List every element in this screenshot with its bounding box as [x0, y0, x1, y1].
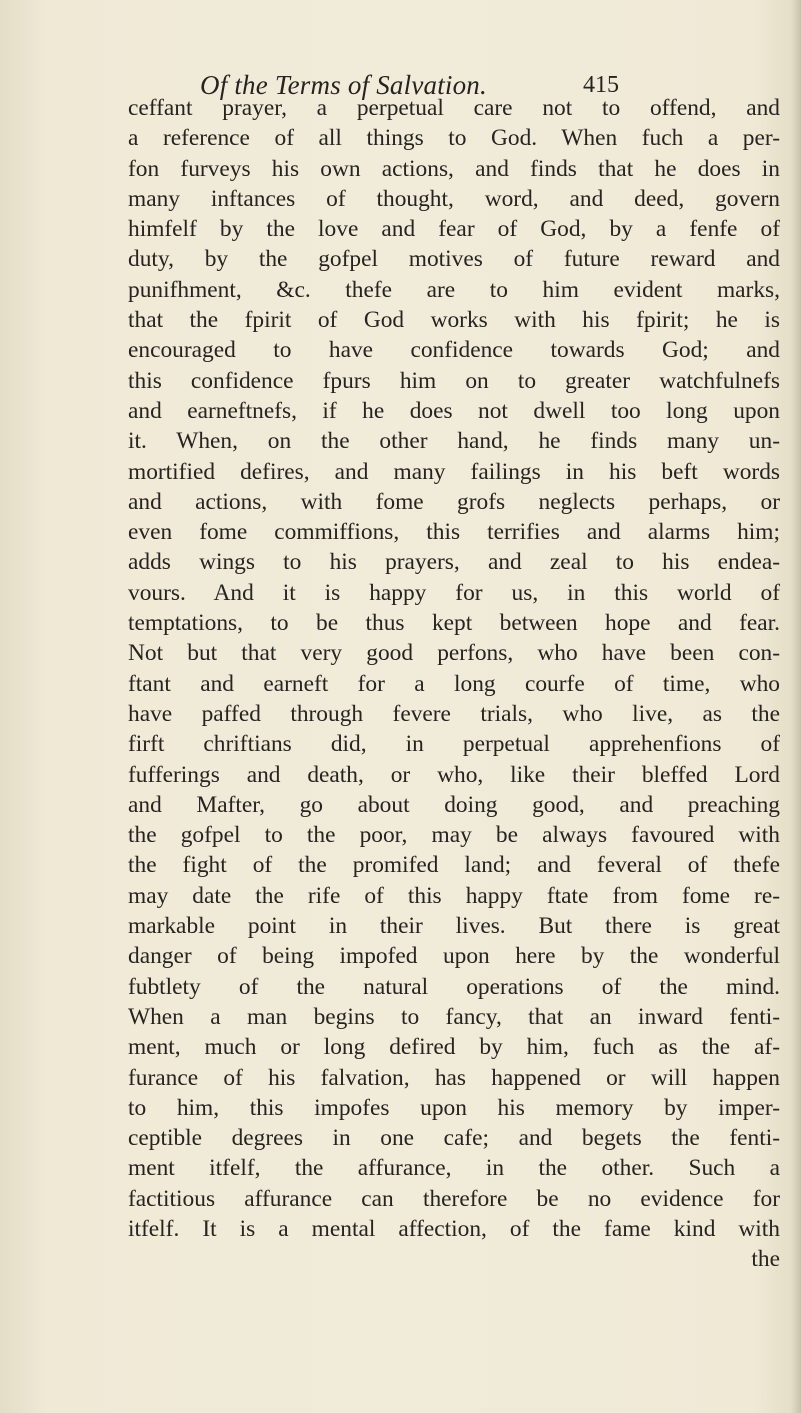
text-line: and earneftnefs, if he does not dwell too long upon	[128, 397, 780, 424]
text-line: duty, by the gofpel motives of future reward and	[128, 246, 780, 273]
text-line: itfelf. It is a mental affection, of the fame kind with	[128, 1215, 780, 1242]
text-line: have paffed through fevere trials, who live, as the	[128, 700, 780, 727]
text-line: furance of his falvation, has happened or will happen	[128, 1064, 780, 1091]
text-line: fufferings and death, or who, like their bleffed Lord	[128, 761, 780, 788]
text-line: punifhment, &c. thefe are to him evident marks,	[128, 276, 780, 303]
text-line: ment itfelf, the affurance, in the other. Such a	[128, 1155, 780, 1182]
text-line: vours. And it is happy for us, in this world of	[128, 579, 780, 606]
text-line: the gofpel to the poor, may be always favoured with	[128, 822, 780, 849]
text-line: danger of being impofed upon here by the wonderful	[128, 943, 780, 970]
text-line: to him, this impofes upon his memory by imper-	[128, 1094, 780, 1121]
text-line: Not but that very good perfons, who have been con-	[128, 640, 780, 667]
text-line: fubtlety of the natural operations of the mind.	[128, 973, 780, 1000]
text-line: When a man begins to fancy, that an inward fenti-	[128, 1003, 780, 1030]
text-line: factitious affurance can therefore be no evidence for	[128, 1185, 780, 1212]
text-line: ceffant prayer, a perpetual care not to offend, and	[128, 95, 780, 121]
text-line: adds wings to his prayers, and zeal to his endea-	[128, 549, 780, 576]
text-line: encouraged to have confidence towards God; and	[128, 337, 780, 364]
text-line: ftant and earneft for a long courfe of time, who	[128, 670, 780, 697]
text-line: firft chriftians did, in perpetual apprehenfions of	[128, 731, 780, 758]
catchword: the	[751, 1246, 780, 1273]
running-title: Of the Terms of Salvation.	[200, 70, 487, 100]
text-line: temptations, to be thus kept between hope and fear.	[128, 610, 780, 637]
text-line: ceptible degrees in one cafe; and begets the fenti-	[128, 1125, 780, 1152]
text-line: ment, much or long defired by him, fuch as the af-	[128, 1034, 780, 1061]
text-line: a reference of all things to God. When fuch a per-	[128, 125, 780, 152]
page-edge-shadow	[791, 0, 801, 1413]
text-line: even fome commiffions, this terrifies and alarms him;	[128, 519, 780, 546]
text-line: this confidence fpurs him on to greater watchfulnefs	[128, 367, 780, 394]
text-line: the fight of the promifed land; and feveral of thefe	[128, 852, 780, 879]
text-line: and Mafter, go about doing good, and preaching	[128, 791, 780, 818]
text-line: himfelf by the love and fear of God, by a fenfe of	[128, 216, 780, 243]
text-line: and actions, with fome grofs neglects perhaps, or	[128, 488, 780, 515]
text-line: that the fpirit of God works with his fpirit; he is	[128, 307, 780, 334]
body-text	[128, 93, 780, 1275]
text-line: mortified defires, and many failings in his beft words	[128, 458, 780, 485]
text-line: markable point in their lives. But there is great	[128, 913, 780, 940]
text-line: may date the rife of this happy ftate from fome re-	[128, 882, 780, 909]
text-line: many inftances of thought, word, and deed, govern	[128, 185, 780, 212]
text-line: it. When, on the other hand, he finds many un-	[128, 428, 780, 455]
text-line: fon furveys his own actions, and finds that he does in	[128, 155, 780, 182]
page-number: 415	[583, 72, 619, 98]
